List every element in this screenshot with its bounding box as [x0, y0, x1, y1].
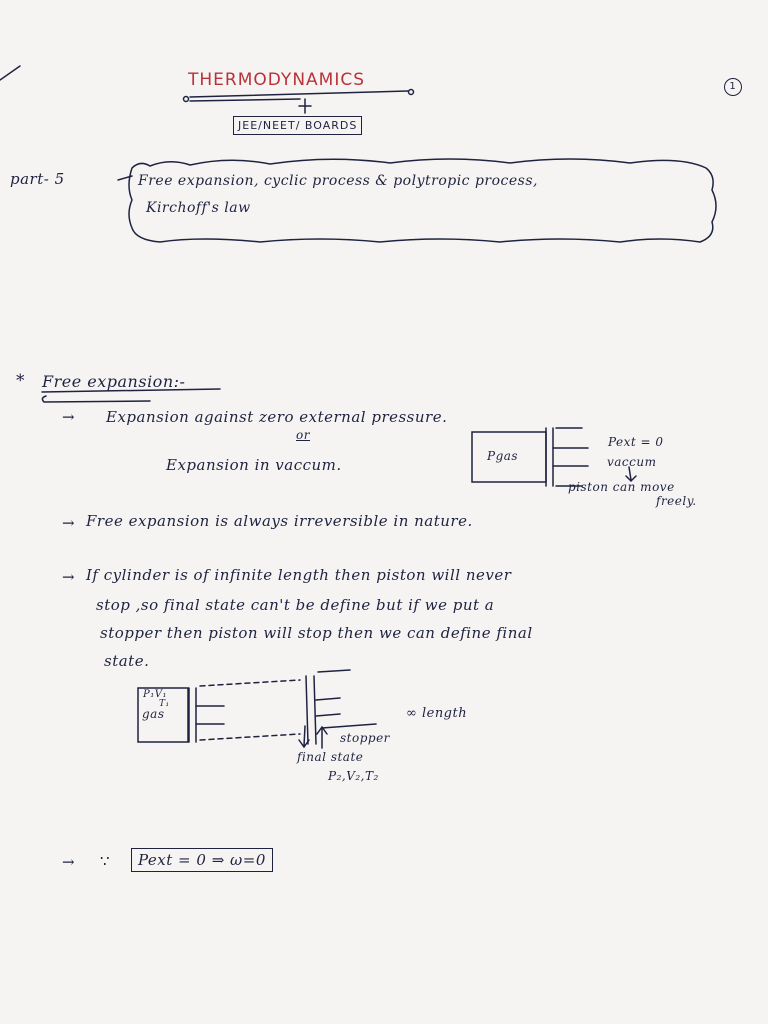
heading-underline [42, 389, 220, 392]
diagram1-cylinder [472, 432, 546, 482]
title-underline-2 [190, 99, 300, 101]
because-symbol: ∵ [100, 852, 110, 870]
title-connector [299, 99, 311, 113]
diagram2-stopper-arrow [317, 724, 376, 748]
bullet-1-alt-text: Expansion in vaccum. [166, 456, 342, 474]
diagram1-piston-rod [553, 428, 588, 486]
diagram2-bottom-dashed [200, 734, 300, 740]
diagram2-length-label: ∞ length [406, 706, 468, 721]
diagram2-final-values: P₂,V₂,T₂ [328, 769, 379, 783]
diagram2-state-label-2: T₁ [159, 699, 170, 709]
diagram2-piston [189, 688, 196, 742]
diagram1-pext-label: Pext = 0 [608, 435, 664, 449]
bullet-4-boxed-equation: Pext = 0 ⇒ ω=0 [131, 848, 273, 872]
diagram2-stopper-piston [306, 676, 316, 744]
title-underline-end-dot [409, 90, 414, 95]
diagram2-gas-label: gas [142, 707, 165, 721]
diagram2-stopper-rod [316, 670, 350, 716]
arrow-bullet-1: → [62, 408, 75, 426]
diagram2-final-state-label: final state [297, 750, 364, 764]
or-label: or [296, 428, 310, 442]
diagram2-piston-rod [196, 706, 224, 724]
title-underline-start-dot [184, 97, 189, 102]
arrow-bullet-2: → [62, 514, 75, 532]
section-heading: Free expansion:- [42, 372, 186, 391]
topic-wavy-box [129, 159, 716, 242]
diagram1-gas-label: Pgas [487, 449, 519, 463]
bullet-3-line-4: state. [104, 652, 150, 670]
diagram2-stopper-label: stopper [340, 731, 390, 745]
arrow-bullet-4: → [62, 853, 75, 871]
heading-underline-2 [42, 396, 150, 402]
bullet-3-line-1: If cylinder is of infinite length then piston will never [86, 566, 512, 584]
bullet-3-line-2: stop ,so final state can't be define but if we put a [96, 596, 495, 614]
arrow-bullet-3: → [62, 568, 75, 586]
bullet-1-text: Expansion against zero external pressure. [106, 408, 448, 426]
topic-line-1: Free expansion, cyclic process & polytropic process, [138, 173, 539, 189]
bullet-2-text: Free expansion is always irreversible in nature. [86, 512, 473, 530]
diagram2-state-label-1: P₁V₁ [143, 689, 167, 700]
page-title: THERMODYNAMICS [188, 70, 366, 90]
diagram1-note-arrow [626, 467, 636, 481]
diagram1-piston [546, 428, 553, 486]
star-bullet: * [16, 371, 25, 391]
page-subtitle-box: JEE/NEET/ BOARDS [233, 116, 362, 135]
diagram2-cylinder [138, 688, 188, 742]
diagram1-note-line-2: freely. [656, 494, 697, 508]
diagram2-top-dashed [200, 680, 300, 686]
topic-line-2: Kirchoff's law [146, 200, 251, 216]
part-label: part- 5 [10, 170, 65, 188]
diagram1-note-line-1: piston can move [568, 480, 675, 494]
bullet-3-line-3: stopper then piston will stop then we can define final [100, 624, 533, 642]
corner-stroke [0, 66, 20, 80]
title-underline [190, 91, 408, 97]
page-number: 1 [724, 78, 742, 96]
diagram1-vacuum-label: vaccum [607, 455, 657, 469]
